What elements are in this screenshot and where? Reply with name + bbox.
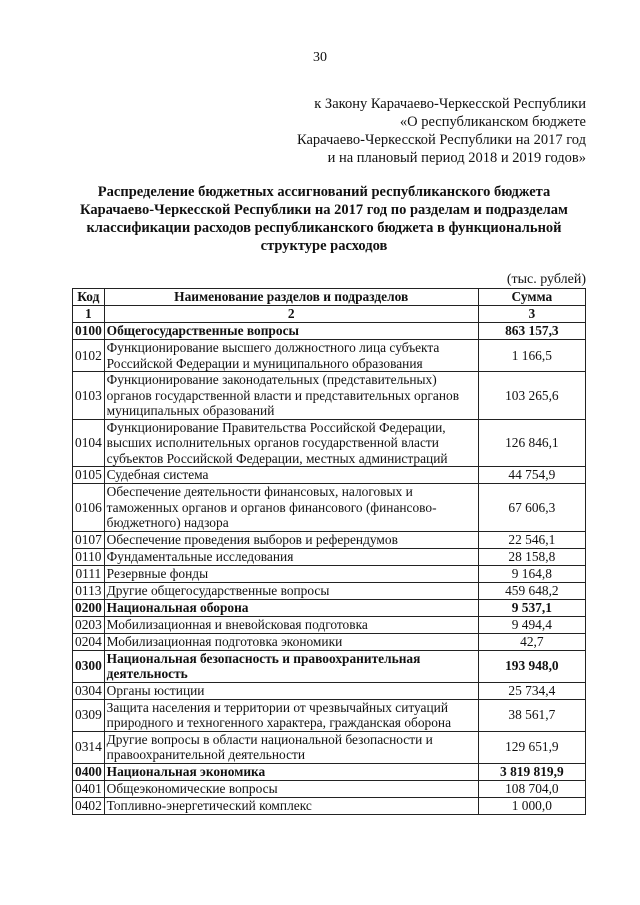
row-sum: 129 651,9 xyxy=(478,731,585,763)
row-code: 0203 xyxy=(73,616,105,633)
row-name: Фундаментальные исследования xyxy=(104,548,478,565)
row-sum: 42,7 xyxy=(478,633,585,650)
row-code: 0107 xyxy=(73,531,105,548)
row-sum: 459 648,2 xyxy=(478,582,585,599)
row-code: 0314 xyxy=(73,731,105,763)
appendix-reference xyxy=(186,95,586,167)
appendix-line: Карачаево-Черкесской Республики на 2017 год xyxy=(296,132,586,148)
row-code: 0401 xyxy=(73,780,105,797)
row-name: Общеэкономические вопросы xyxy=(104,780,478,797)
row-sum: 22 546,1 xyxy=(478,531,585,548)
row-sum: 1 166,5 xyxy=(478,340,585,372)
row-code: 0309 xyxy=(73,699,105,731)
row-sum: 1 000,0 xyxy=(478,797,585,814)
table-row xyxy=(73,682,586,699)
title-line: Распределение бюджетных ассигнований республиканского бюджета xyxy=(97,184,551,200)
row-code: 0105 xyxy=(73,467,105,484)
row-sum: 193 948,0 xyxy=(478,650,585,682)
table-row xyxy=(73,582,586,599)
column-number: 3 xyxy=(478,306,585,323)
row-name: Мобилизационная подготовка экономики xyxy=(104,633,478,650)
column-number-row xyxy=(73,306,586,323)
row-name: Функционирование законодательных (представительных) органов государственной власти и представительных органов муниципальных образований xyxy=(104,372,478,420)
appendix-line: «О республиканском бюджете xyxy=(399,114,586,130)
row-name: Другие общегосударственные вопросы xyxy=(104,582,478,599)
table-row xyxy=(73,565,586,582)
table-row xyxy=(73,531,586,548)
row-code: 0102 xyxy=(73,340,105,372)
appendix-line: и на плановый период 2018 и 2019 годов» xyxy=(327,150,586,166)
row-name: Топливно-энергетический комплекс xyxy=(104,797,478,814)
row-name: Судебная система xyxy=(104,467,478,484)
row-name: Обеспечение проведения выборов и референдумов xyxy=(104,531,478,548)
units-label: (тыс. рублей) xyxy=(506,272,586,287)
column-number: 1 xyxy=(73,306,105,323)
row-code: 0103 xyxy=(73,372,105,420)
document-title xyxy=(60,183,588,255)
table-row xyxy=(73,797,586,814)
row-code: 0100 xyxy=(73,323,105,340)
title-line: структуре расходов xyxy=(260,238,388,254)
table-body xyxy=(73,323,586,815)
appendix-line: к Закону Карачаево-Черкесской Республики xyxy=(314,96,586,112)
row-code: 0113 xyxy=(73,582,105,599)
row-sum: 9 164,8 xyxy=(478,565,585,582)
section-row xyxy=(73,763,586,780)
table-row xyxy=(73,731,586,763)
row-sum: 108 704,0 xyxy=(478,780,585,797)
header-sum: Сумма xyxy=(478,289,585,306)
row-code: 0104 xyxy=(73,419,105,467)
title-line: классификации расходов республиканского бюджета в функциональной xyxy=(86,220,562,236)
table-row xyxy=(73,616,586,633)
table-row xyxy=(73,699,586,731)
row-code: 0402 xyxy=(73,797,105,814)
section-row xyxy=(73,650,586,682)
row-sum: 9 537,1 xyxy=(478,599,585,616)
row-name: Органы юстиции xyxy=(104,682,478,699)
page-number: 30 xyxy=(313,50,327,65)
row-code: 0111 xyxy=(73,565,105,582)
row-sum: 9 494,4 xyxy=(478,616,585,633)
table-row xyxy=(73,780,586,797)
row-sum: 38 561,7 xyxy=(478,699,585,731)
table-row xyxy=(73,484,586,532)
row-sum: 44 754,9 xyxy=(478,467,585,484)
row-name: Национальная экономика xyxy=(104,763,478,780)
row-sum: 863 157,3 xyxy=(478,323,585,340)
row-code: 0200 xyxy=(73,599,105,616)
row-name: Другие вопросы в области национальной безопасности и правоохранительной деятельности xyxy=(104,731,478,763)
table-row xyxy=(73,548,586,565)
row-code: 0304 xyxy=(73,682,105,699)
row-name: Защита населения и территории от чрезвычайных ситуаций природного и техногенного характера, гражданская оборона xyxy=(104,699,478,731)
row-code: 0110 xyxy=(73,548,105,565)
budget-table xyxy=(72,288,586,815)
title-line: Карачаево-Черкесской Республики на 2017 год по разделам и подразделам xyxy=(80,202,568,218)
row-code: 0300 xyxy=(73,650,105,682)
row-sum: 25 734,4 xyxy=(478,682,585,699)
header-name: Наименование разделов и подразделов xyxy=(104,289,478,306)
table-row xyxy=(73,419,586,467)
row-sum: 103 265,6 xyxy=(478,372,585,420)
row-code: 0106 xyxy=(73,484,105,532)
table-header-row xyxy=(73,289,586,306)
row-name: Мобилизационная и вневойсковая подготовка xyxy=(104,616,478,633)
row-name: Функционирование высшего должностного лица субъекта Российской Федерации и муниципального образования xyxy=(104,340,478,372)
section-row xyxy=(73,323,586,340)
table-row xyxy=(73,340,586,372)
row-sum: 28 158,8 xyxy=(478,548,585,565)
table-row xyxy=(73,372,586,420)
row-sum: 126 846,1 xyxy=(478,419,585,467)
table-row xyxy=(73,633,586,650)
row-name: Обеспечение деятельности финансовых, налоговых и таможенных органов и органов финансового (финансово-бюджетного) надзора xyxy=(104,484,478,532)
row-name: Национальная безопасность и правоохранительная деятельность xyxy=(104,650,478,682)
row-name: Резервные фонды xyxy=(104,565,478,582)
column-number: 2 xyxy=(104,306,478,323)
header-code: Код xyxy=(73,289,105,306)
row-sum: 67 606,3 xyxy=(478,484,585,532)
table-row xyxy=(73,467,586,484)
row-name: Функционирование Правительства Российской Федерации, высших исполнительных органов государственной власти субъектов Российской Федерации, местных администраций xyxy=(104,419,478,467)
row-code: 0400 xyxy=(73,763,105,780)
section-row xyxy=(73,599,586,616)
row-code: 0204 xyxy=(73,633,105,650)
row-name: Общегосударственные вопросы xyxy=(104,323,478,340)
row-sum: 3 819 819,9 xyxy=(478,763,585,780)
row-name: Национальная оборона xyxy=(104,599,478,616)
